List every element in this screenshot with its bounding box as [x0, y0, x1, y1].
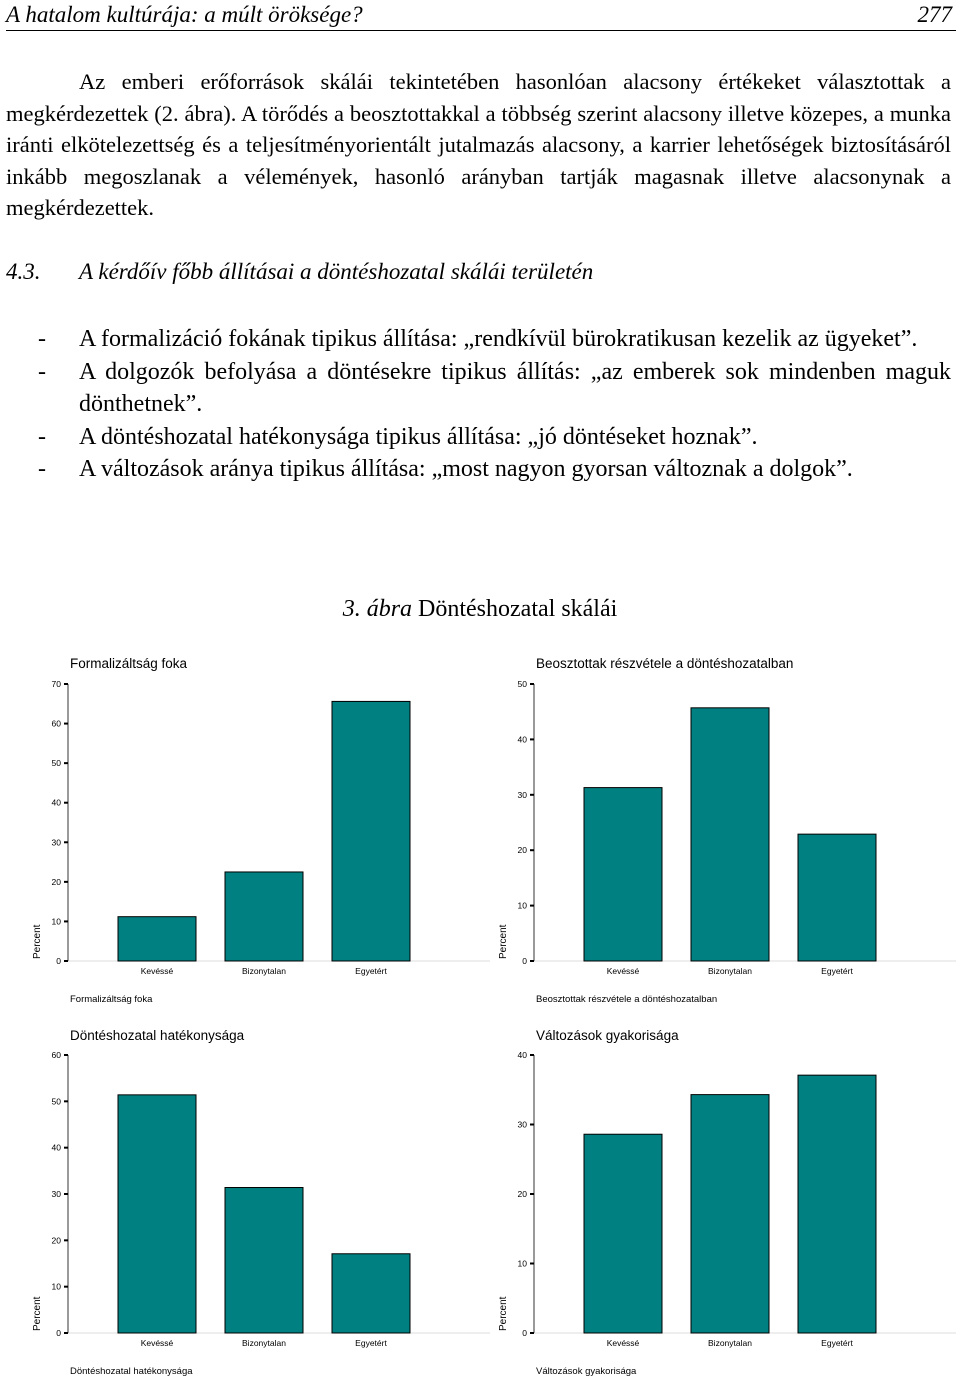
- bar: [798, 834, 876, 961]
- y-axis-label: Percent: [498, 1296, 509, 1331]
- x-axis-label: Változások gyakorisága: [536, 1366, 637, 1377]
- bullet-marker: -: [38, 423, 46, 450]
- x-tick-label: Egyetért: [355, 966, 387, 976]
- x-tick-label: Bizonytalan: [708, 1338, 752, 1348]
- bullet-marker: -: [38, 358, 46, 385]
- bar: [118, 917, 196, 961]
- x-tick-label: Egyetért: [821, 966, 853, 976]
- bullet-marker: -: [38, 326, 46, 352]
- y-tick-label: 20: [517, 1189, 527, 1199]
- chart-title: Döntéshozatal hatékonysága: [70, 1028, 245, 1043]
- bar: [691, 708, 769, 961]
- y-axis-label: Percent: [32, 924, 43, 959]
- y-axis-label: Percent: [498, 924, 509, 959]
- y-tick-label: 70: [51, 679, 61, 689]
- list-item-text: A döntéshozatal hatékonysága tipikus állítása: „jó döntéseket hoznak”.: [79, 423, 758, 450]
- figure-number: 3. ábra: [342, 596, 413, 622]
- list-item-text: A változások aránya tipikus állítása: „most nagyon gyorsan változnak a dolgok”.: [79, 456, 853, 482]
- list-item-text: A dolgozók befolyása a döntésekre tipikus állítás: „az emberek sok mindenben maguk dönthetnek”.: [79, 358, 951, 417]
- x-axis-label: Döntéshozatal hatékonysága: [70, 1366, 193, 1377]
- x-tick-label: Bizonytalan: [242, 966, 286, 976]
- x-tick-label: Egyetért: [355, 1338, 387, 1348]
- y-tick-label: 30: [51, 1189, 61, 1199]
- x-tick-label: Bizonytalan: [708, 966, 752, 976]
- y-tick-label: 0: [56, 1328, 61, 1338]
- figure-title: Döntéshozatal skálái: [418, 596, 618, 622]
- y-tick-label: 40: [51, 797, 61, 808]
- y-tick-label: 20: [517, 845, 527, 856]
- y-tick-label: 10: [51, 1281, 61, 1292]
- y-tick-label: 40: [517, 1050, 527, 1060]
- y-tick-label: 0: [522, 1328, 527, 1338]
- bar: [225, 1188, 303, 1333]
- y-tick-label: 10: [51, 916, 61, 927]
- x-axis-label: Beosztottak részvétele a döntéshozatalban: [536, 994, 718, 1005]
- y-tick-label: 0: [56, 956, 61, 966]
- y-tick-label: 0: [522, 956, 527, 966]
- x-tick-label: Bizonytalan: [242, 1338, 286, 1348]
- bar: [332, 1254, 410, 1333]
- y-tick-label: 40: [51, 1142, 61, 1153]
- chart-title: Formalizáltság foka: [70, 656, 188, 671]
- y-tick-label: 20: [51, 1235, 61, 1246]
- bar: [691, 1095, 769, 1333]
- x-tick-label: Kevéssé: [606, 966, 640, 976]
- chart-title: Változások gyakorisága: [536, 1028, 679, 1043]
- y-axis-label: Percent: [32, 1296, 43, 1331]
- list-item-text: A formalizáció fokának tipikus állítása: „rendkívül bürokratikusan kezelik az ügyeket”.: [79, 326, 918, 352]
- y-tick-label: 60: [51, 718, 61, 729]
- section-number: 4.3.: [6, 259, 41, 284]
- x-tick-label: Egyetért: [821, 1338, 853, 1348]
- body-paragraph: Az emberi erőforrások skálái tekintetében hasonlóan alacsony értékeket választottak a megkérdezettek (2. ábra). A törődés a beosztottakkal a többség szerint alacsony illetve közepes, a munka iránti elkötelezettség és a teljesítményorientált jutalmazás alacsony, a karrier lehetőségek biztosításáról inkább megoszlanak a vélemények, hasonló arányban tartják magasnak illetve alacsonynak a megkérdezettek.: [6, 69, 951, 221]
- y-tick-label: 60: [51, 1050, 61, 1060]
- y-tick-label: 10: [517, 900, 527, 911]
- x-axis-label: Formalizáltság foka: [70, 994, 153, 1005]
- y-tick-label: 30: [517, 789, 527, 800]
- running-header-title: A hatalom kultúrája: a múlt öröksége?: [6, 2, 363, 27]
- bar: [225, 872, 303, 961]
- x-tick-label: Kevéssé: [140, 1338, 174, 1348]
- y-tick-label: 20: [51, 876, 61, 887]
- bar: [584, 788, 662, 961]
- x-tick-label: Kevéssé: [606, 1338, 640, 1348]
- y-tick-label: 50: [51, 1096, 61, 1107]
- bar: [332, 701, 410, 961]
- bar: [798, 1075, 876, 1333]
- bullet-marker: -: [38, 456, 46, 482]
- bar: [584, 1134, 662, 1333]
- x-tick-label: Kevéssé: [140, 966, 174, 976]
- chart-title: Beosztottak részvétele a döntéshozatalban: [536, 656, 794, 671]
- y-tick-label: 40: [517, 734, 527, 745]
- bar: [118, 1095, 196, 1333]
- y-tick-label: 30: [51, 837, 61, 848]
- y-tick-label: 10: [517, 1258, 527, 1269]
- y-tick-label: 50: [51, 758, 61, 769]
- page-number: 277: [917, 2, 952, 27]
- y-tick-label: 50: [517, 679, 527, 689]
- section-title: A kérdőív főbb állításai a döntéshozatal skálái területén: [79, 259, 594, 284]
- y-tick-label: 30: [517, 1119, 527, 1130]
